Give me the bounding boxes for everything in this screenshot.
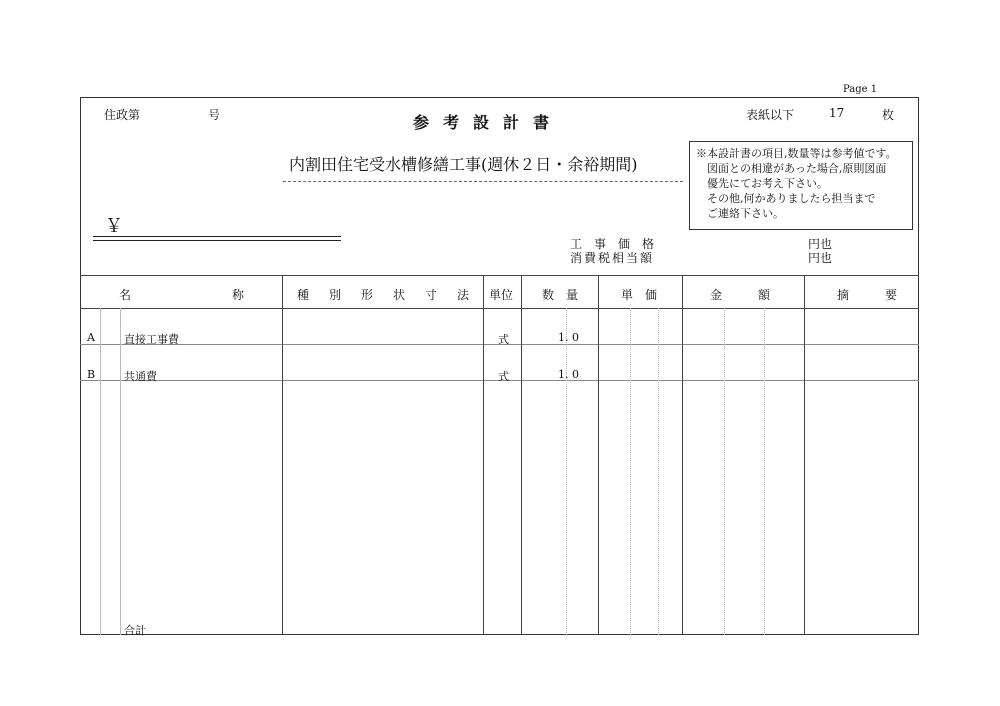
column-line	[282, 275, 283, 635]
project-subject: 内割田住宅受水槽修繕工事(週休２日・余裕期間)	[289, 155, 638, 174]
row-unit: 式	[498, 333, 509, 346]
row-quantity: 1. 0	[558, 331, 579, 344]
construction-price-label: 工 事 価 格	[570, 237, 655, 251]
column-line	[804, 275, 805, 635]
construction-price-unit: 円也	[808, 237, 833, 251]
indent-column-line	[120, 308, 121, 635]
sheet-count: 17	[829, 106, 845, 120]
total-label: 合計	[124, 624, 146, 637]
yen-symbol: ￥	[105, 216, 123, 237]
sheet-unit: 枚	[882, 108, 895, 122]
amount-double-underline	[93, 240, 341, 241]
table-top-line	[80, 275, 919, 276]
notice-line: 優先にてお考え下さい。	[707, 177, 828, 190]
column-line	[598, 275, 599, 635]
project-prefix: 住政第	[104, 108, 141, 122]
amount-double-underline	[93, 236, 341, 237]
column-header-amount: 金 額	[710, 288, 771, 302]
digit-guide-line	[764, 308, 765, 635]
number-suffix: 号	[208, 108, 221, 122]
notice-box	[689, 141, 913, 230]
subject-underline	[283, 181, 683, 182]
code-column-line	[100, 308, 101, 635]
tax-unit: 円也	[808, 251, 833, 265]
column-header-spec: 種 別 形 状 寸 法	[297, 288, 474, 302]
digit-guide-line	[658, 308, 659, 635]
document-title: 参考設計書	[413, 113, 564, 132]
row-code: A	[87, 331, 95, 344]
digit-guide-line	[566, 308, 567, 635]
row-code: B	[87, 368, 96, 381]
column-header-name: 称	[232, 288, 245, 302]
column-line	[521, 275, 522, 635]
column-header-unit: 単位	[489, 288, 514, 302]
column-header-quantity: 数 量	[542, 288, 579, 302]
table-header-line	[80, 308, 919, 309]
row-quantity: 1. 0	[558, 368, 579, 381]
row-name: 直接工事費	[124, 333, 179, 346]
notice-line: ご連絡下さい。	[707, 207, 784, 220]
row-name: 共通費	[124, 370, 157, 383]
page-number: Page 1	[843, 84, 878, 95]
column-header-unit-price: 単 価	[621, 288, 658, 302]
notice-line: ※本設計書の項目,数量等は参考値です。	[696, 147, 897, 160]
notice-line: 図面との相違があった場合,原則図面	[707, 162, 887, 175]
digit-guide-line	[630, 308, 631, 635]
row-unit: 式	[498, 370, 509, 383]
digit-guide-line	[724, 308, 725, 635]
column-header-remarks: 摘 要	[837, 288, 898, 302]
column-line	[483, 275, 484, 635]
tax-label: 消費税相当額	[570, 251, 655, 265]
cover-label: 表紙以下	[746, 108, 795, 122]
notice-line: その他,何かありましたら担当まで	[707, 192, 876, 205]
column-header-name: 名	[119, 288, 132, 302]
column-line	[682, 275, 683, 635]
